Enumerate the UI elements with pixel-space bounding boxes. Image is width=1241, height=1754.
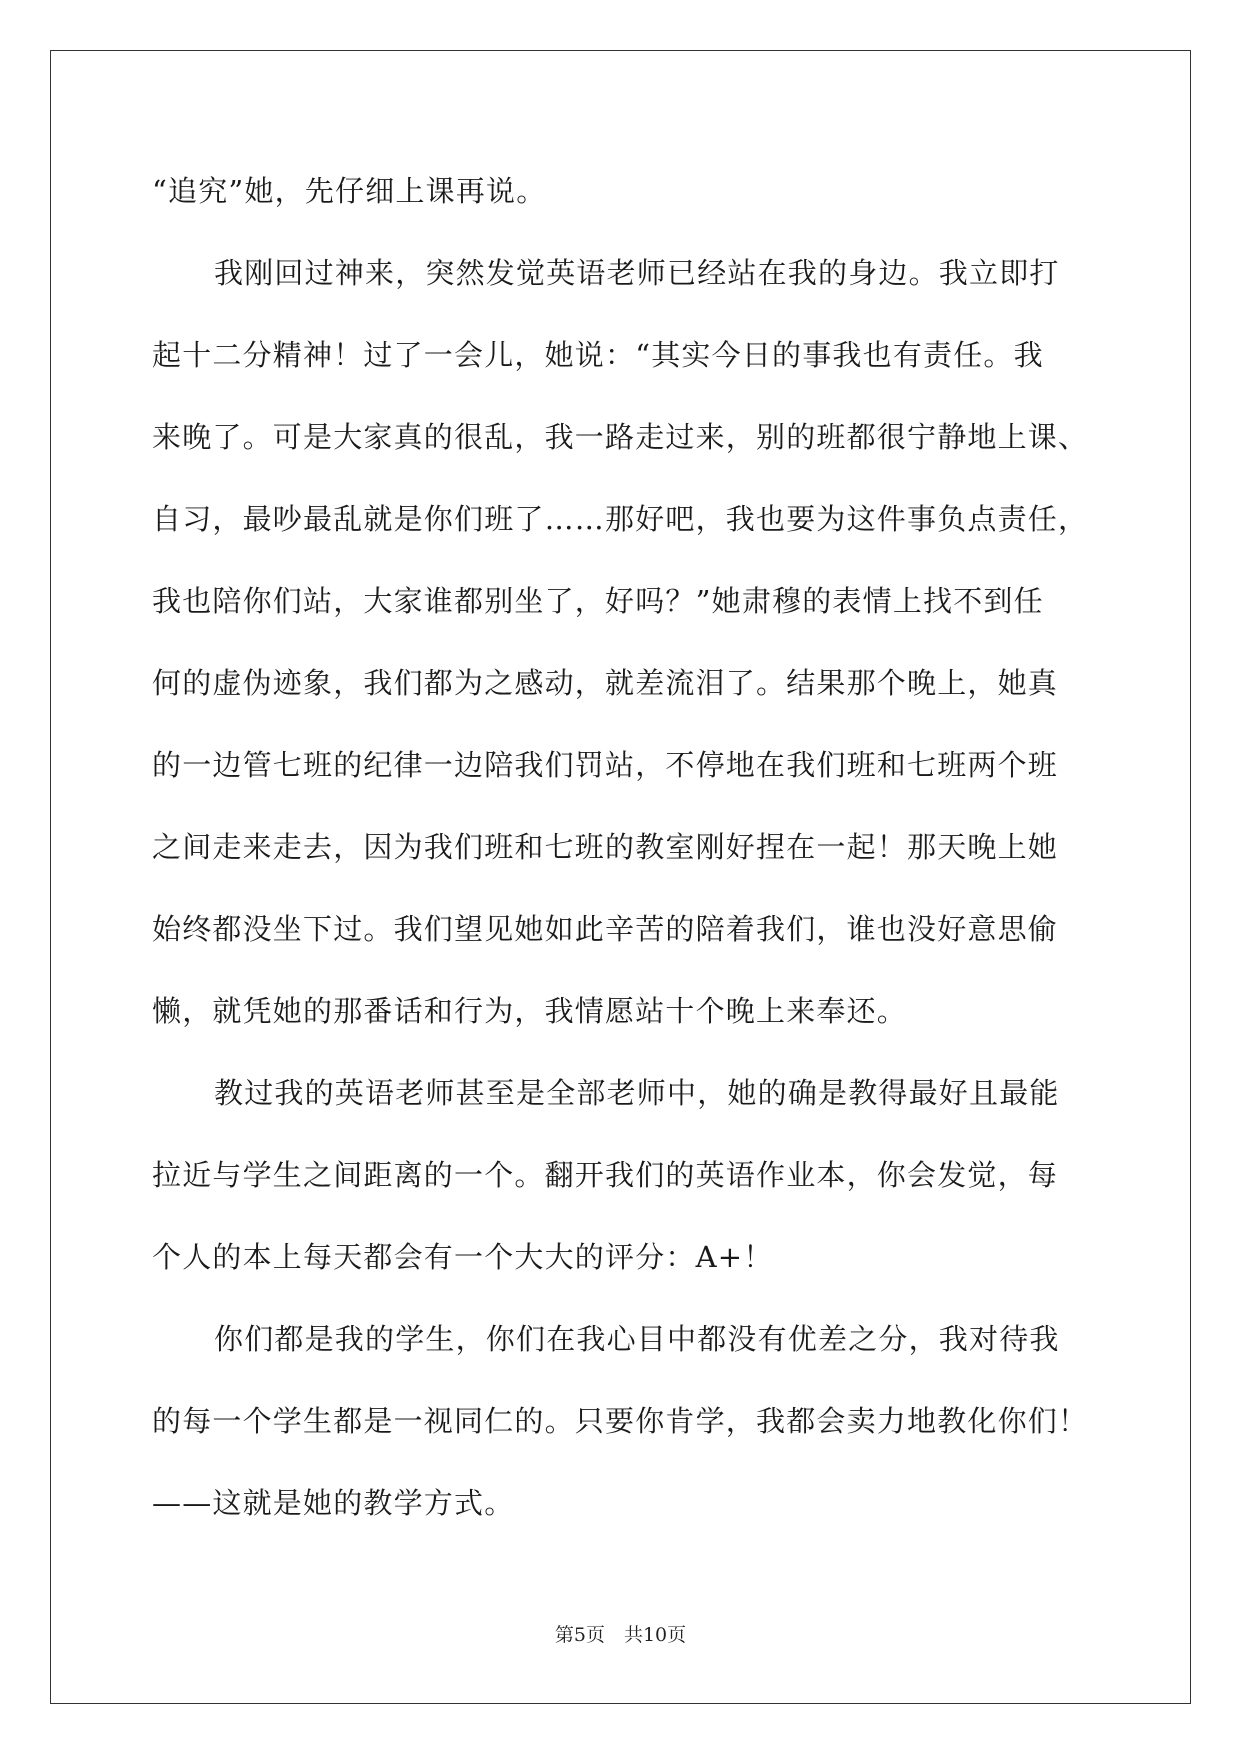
page-number-footer: 第5页 共10页	[554, 1624, 687, 1646]
text-line: 来晚了。可是大家真的很乱，我一路走过来，别的班都很宁静地上课、	[152, 420, 1089, 454]
text-line: 的一边管七班的纪律一边陪我们罚站，不停地在我们班和七班两个班	[152, 748, 1059, 782]
text-line: 何的虚伪迹象，我们都为之感动，就差流泪了。结果那个晚上，她真	[152, 666, 1059, 700]
paragraph-start: 你们都是我的学生，你们在我心目中都没有优差之分，我对待我	[214, 1322, 1060, 1356]
paragraph-start: 教过我的英语老师甚至是全部老师中，她的确是教得最好且最能	[214, 1076, 1060, 1110]
text-line: 懒，就凭她的那番话和行为，我情愿站十个晚上来奉还。	[152, 994, 908, 1028]
text-line: 个人的本上每天都会有一个大大的评分：A+！	[152, 1240, 774, 1274]
text-line: 之间走来走去，因为我们班和七班的教室刚好捏在一起！那天晚上她	[152, 830, 1059, 864]
text-line: 自习，最吵最乱就是你们班了……那好吧，我也要为这件事负点责任，	[152, 502, 1089, 536]
text-line: 始终都没坐下过。我们望见她如此辛苦的陪着我们，谁也没好意思偷	[152, 912, 1059, 946]
paragraph-start: 我刚回过神来，突然发觉英语老师已经站在我的身边。我立即打	[214, 256, 1060, 290]
text-line: ——这就是她的教学方式。	[152, 1486, 515, 1520]
text-line: “追究”她，先仔细上课再说。	[152, 174, 547, 208]
text-line: 起十二分精神！过了一会儿，她说：“其实今日的事我也有责任。我	[152, 338, 1044, 372]
text-line: 拉近与学生之间距离的一个。翻开我们的英语作业本，你会发觉，每	[152, 1158, 1059, 1192]
text-line: 的每一个学生都是一视同仁的。只要你肯学，我都会卖力地教化你们！	[152, 1404, 1089, 1438]
document-body	[152, 150, 1096, 1544]
text-line: 我也陪你们站，大家谁都别坐了，好吗？”她肃穆的表情上找不到任	[152, 584, 1044, 618]
